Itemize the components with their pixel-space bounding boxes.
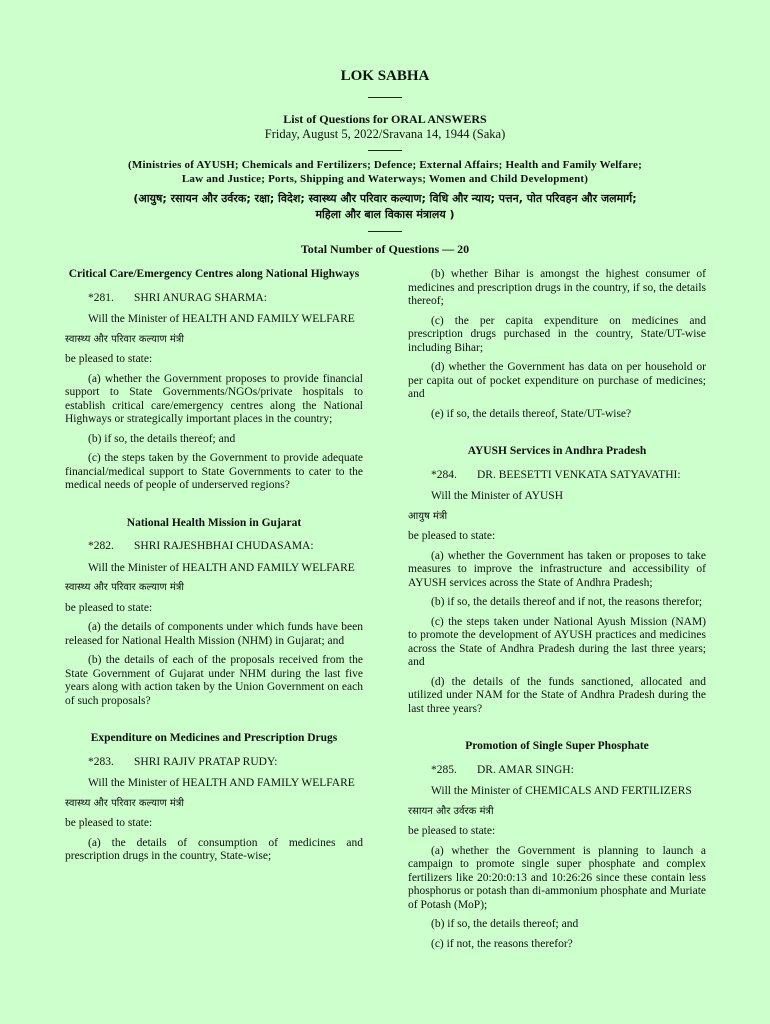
question-member-line <box>408 764 706 778</box>
question-member-line <box>408 469 706 483</box>
lead-text: be pleased to state: <box>408 530 496 542</box>
question-part: (b) if so, the details thereof; and <box>88 432 236 445</box>
question-part: (b) whether Bihar is amongst the highest consumer of medicines and prescription drugs in the country, if so, the details thereof; <box>408 268 706 307</box>
left-column <box>65 268 363 870</box>
minister-hindi: रसायन और उर्वरक मंत्री <box>408 805 494 817</box>
ministries-line: (Ministries of AYUSH; Chemicals and Fertilizers; Defence; External Affairs; Health and Family Welfare; <box>128 159 642 171</box>
date-line <box>0 127 770 142</box>
question-part: (b) if so, the details thereof; and <box>431 918 579 930</box>
divider <box>368 97 402 98</box>
question-heading: Promotion of Single Super Phosphate <box>465 740 649 752</box>
question-part: (c) the steps taken by the Government to provide adequate financial/medical support to State Governments to cater to the medical needs of people of underserved regions? <box>65 452 363 491</box>
question-heading: National Health Mission in Gujarat <box>126 516 302 529</box>
question-part: (e) if so, the details thereof, State/UT-wise? <box>431 407 632 420</box>
question-heading: Expenditure on Medicines and Prescription Drugs <box>90 732 338 744</box>
ministries-english <box>90 158 680 186</box>
lead-text: be pleased to state: <box>408 825 496 837</box>
question-part: (b) the details of each of the proposals received from the State Government of Gujarat under NHM during the last five years along with action taken by the Union Government on each of such proposals? <box>65 654 363 707</box>
minister-hindi: स्वास्थ्य और परिवार कल्याण मंत्री <box>65 582 184 593</box>
page-title: LOK SABHA <box>340 68 430 84</box>
question-member-line <box>65 540 363 554</box>
minister-line: Will the Minister of HEALTH AND FAMILY WELFARE <box>88 561 355 574</box>
minister-line: Will the Minister of AYUSH <box>431 490 564 502</box>
lead-text: be pleased to state: <box>65 601 153 614</box>
ministries-hindi-line: (आयुष; रसायन और उर्वरक; रक्षा; विदेश; स्वास्थ्य और परिवार कल्याण; विधि और न्याय; पत्तन, पोत परिवहन और जलमार्ग; <box>133 192 637 205</box>
question-part: (c) the per capita expenditure on medicines and prescription drugs purchased in the country, State/UT-wise including Bihar; <box>408 314 706 354</box>
list-subtitle: List of Questions for ORAL ANSWERS <box>283 112 487 126</box>
date-label: August 5, 2022/Sravana 14, 1944 (Saka) <box>302 127 506 141</box>
day-label: Friday, <box>264 127 300 141</box>
divider <box>368 231 402 232</box>
divider <box>368 150 402 151</box>
member-name: SHRI RAJIV PRATAP RUDY: <box>134 755 278 768</box>
question-part: (a) the details of components under which funds have been released for National Health Mission (NHM) in Gujarat; and <box>65 621 363 647</box>
question-part: (c) the steps taken under National Ayush Mission (NAM) to promote the development of AYUSH practices and medicines across the State of Andhra Pradesh during the last three years; and <box>408 615 706 668</box>
member-name: DR. AMAR SINGH: <box>477 763 574 776</box>
question-heading: AYUSH Services in Andhra Pradesh <box>467 445 647 457</box>
question-part: (a) whether the Government is planning to launch a campaign to promote single super phosphate and complex fertilizers like 20:20:0:13 and 10:26:26 since these contain less phosphorus or potash than di-ammonium phosphate and Muriate of Potash (MoP); <box>408 844 706 911</box>
total-questions: Total Number of Questions — 20 <box>300 242 470 256</box>
question-number: *283. <box>88 755 114 768</box>
lead-text: be pleased to state: <box>65 353 153 365</box>
minister-line: Will the Minister of HEALTH AND FAMILY WELFARE <box>88 313 355 325</box>
question-part: (a) whether the Government proposes to provide financial support to State Governments/NGOs/private hospitals to establish critical care/emergency centres along the National Highways or strategically important places in the country; <box>65 372 363 425</box>
question-number: *281. <box>88 291 114 304</box>
question-number: *282. <box>88 540 114 552</box>
minister-hindi: स्वास्थ्य और परिवार कल्याण मंत्री <box>65 797 184 809</box>
question-part: (a) whether the Government has taken or proposes to take measures to improve the infrastructure and accessibility of AYUSH services across the State of Andhra Pradesh; <box>408 549 706 589</box>
minister-line: Will the Minister of HEALTH AND FAMILY WELFARE <box>88 777 355 789</box>
member-name: SHRI ANURAG SHARMA: <box>134 291 267 304</box>
ministries-line: Law and Justice; Ports, Shipping and Waterways; Women and Child Development) <box>181 173 589 185</box>
ministries-hindi-line: महिला और बाल विकास मंत्रालय ) <box>315 208 455 221</box>
minister-hindi: स्वास्थ्य और परिवार कल्याण मंत्री <box>65 333 184 345</box>
member-name: SHRI RAJESHBHAI CHUDASAMA: <box>134 540 314 552</box>
question-member-line <box>65 292 363 306</box>
question-member-line <box>65 756 363 770</box>
minister-line: Will the Minister of CHEMICALS AND FERTILIZERS <box>431 785 692 797</box>
ministries-hindi <box>90 191 680 223</box>
right-column <box>408 268 706 957</box>
question-number: *285. <box>431 763 457 776</box>
lead-text: be pleased to state: <box>65 817 153 829</box>
question-part: (c) if not, the reasons therefor? <box>431 937 573 950</box>
question-part: (d) the details of the funds sanctioned, allocated and utilized under NAM for the State of Andhra Pradesh during the last three years? <box>408 675 706 715</box>
question-heading: Critical Care/Emergency Centres along National Highways <box>68 268 360 280</box>
question-part: (b) if so, the details thereof and if not, the reasons therefor; <box>431 596 703 608</box>
question-number: *284. <box>431 468 457 481</box>
question-part: (d) whether the Government has data on per household or per capita out of pocket expenditure on purchase of medicines; and <box>408 361 706 400</box>
question-part: (a) the details of consumption of medicines and prescription drugs in the country, State-wise; <box>65 836 363 862</box>
minister-hindi: आयुष मंत्री <box>408 510 448 522</box>
member-name: DR. BEESETTI VENKATA SATYAVATHI: <box>477 468 681 481</box>
